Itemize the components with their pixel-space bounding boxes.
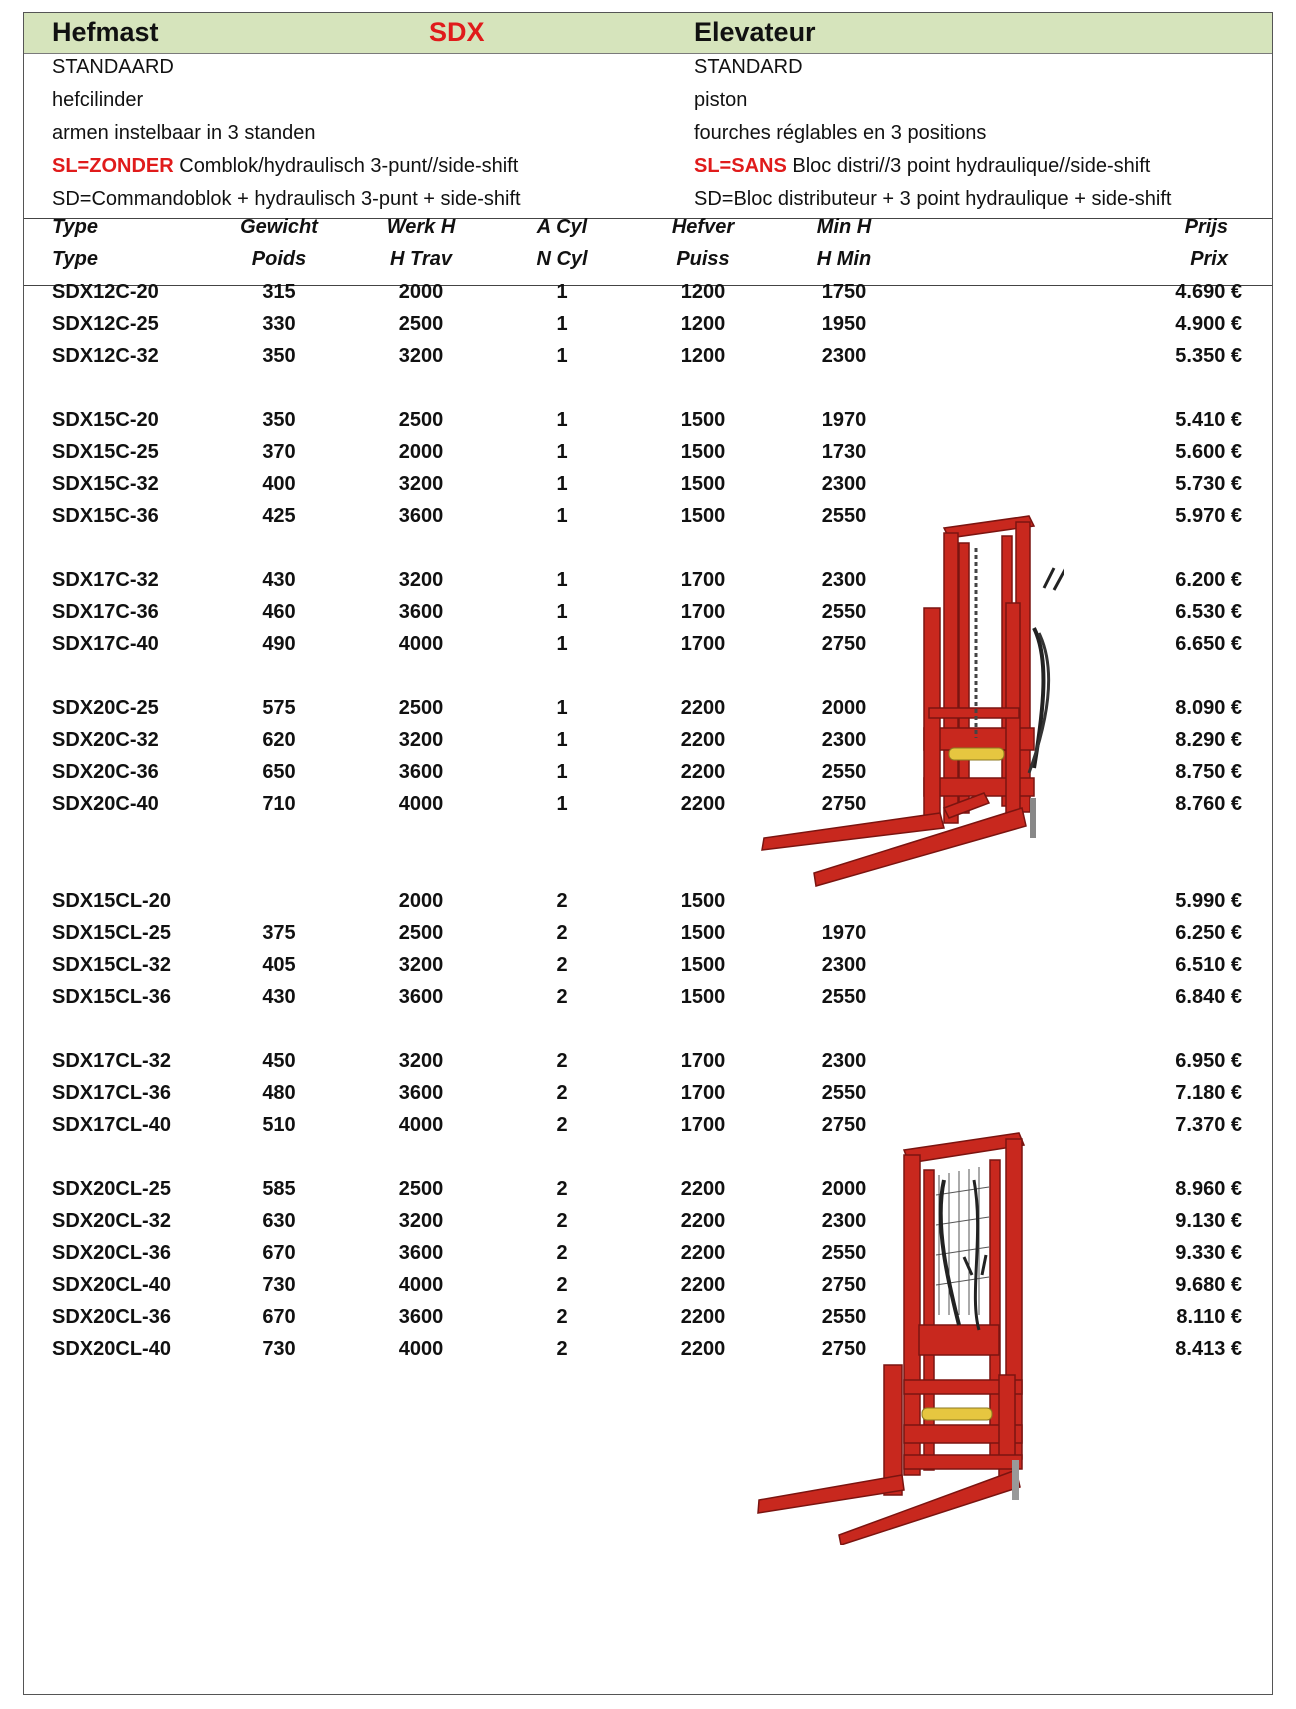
cell-work-h: 3200: [398, 954, 444, 976]
cell-weight: 430: [262, 569, 296, 591]
cell-lift: 1500: [680, 505, 726, 527]
cell-price: 4.900 €: [1175, 313, 1242, 335]
cell-lift: 1700: [680, 1050, 726, 1072]
cell-price: 5.990 €: [1175, 890, 1242, 912]
cell-cyl: 2: [556, 986, 568, 1008]
cell-min-h: 2300: [821, 729, 867, 751]
cell-lift: 2200: [680, 1306, 726, 1328]
forklift-mast-image-1: [744, 508, 1064, 893]
intro-nl-line5: SD=Commandoblok + hydraulisch 3-punt + side-shift: [52, 188, 521, 210]
cell-work-h: 3200: [398, 1210, 444, 1232]
cell-lift: 1500: [680, 890, 726, 912]
forklift-mast-image-2: [744, 1125, 1044, 1545]
cell-work-h: 2500: [398, 697, 444, 719]
cell-type: SDX20CL-40: [52, 1338, 171, 1360]
cell-work-h: 3200: [398, 345, 444, 367]
cell-weight: 430: [262, 986, 296, 1008]
cell-min-h: 2550: [821, 505, 867, 527]
cell-lift: 1700: [680, 633, 726, 655]
intro-fr-line1: STANDARD: [694, 56, 803, 78]
cell-lift: 1700: [680, 1082, 726, 1104]
header-fr-price: Prix: [1190, 248, 1228, 270]
cell-work-h: 3600: [398, 986, 444, 1008]
cell-weight: 490: [262, 633, 296, 655]
cell-weight: 350: [262, 345, 296, 367]
cell-weight: 575: [262, 697, 296, 719]
cell-lift: 2200: [680, 697, 726, 719]
cell-price: 9.680 €: [1175, 1274, 1242, 1296]
header-nl-price: Prijs: [1184, 216, 1228, 238]
cell-work-h: 3200: [398, 473, 444, 495]
price-sheet: [23, 12, 1273, 1695]
intro-nl-line4: [52, 155, 518, 178]
cell-work-h: 2000: [398, 281, 444, 303]
divider-intro: [24, 218, 1272, 219]
cell-cyl: 1: [556, 345, 568, 367]
cell-work-h: 3600: [398, 1082, 444, 1104]
cell-price: 8.090 €: [1175, 697, 1242, 719]
cell-cyl: 1: [556, 441, 568, 463]
cell-price: 8.413 €: [1175, 1338, 1242, 1360]
cell-weight: 670: [262, 1242, 296, 1264]
cell-weight: 650: [262, 761, 296, 783]
cell-type: SDX20CL-36: [52, 1242, 171, 1264]
cell-cyl: 1: [556, 633, 568, 655]
title-left: Hefmast: [52, 17, 159, 47]
cell-cyl: 2: [556, 890, 568, 912]
divider-header: [24, 285, 1272, 286]
cell-cyl: 1: [556, 761, 568, 783]
cell-cyl: 2: [556, 1082, 568, 1104]
cell-type: SDX15C-25: [52, 441, 159, 463]
cell-weight: 350: [262, 409, 296, 431]
cell-work-h: 2500: [398, 1178, 444, 1200]
cell-type: SDX20C-40: [52, 793, 159, 815]
cell-price: 7.180 €: [1175, 1082, 1242, 1104]
cell-price: 5.730 €: [1175, 473, 1242, 495]
cell-type: SDX15CL-32: [52, 954, 171, 976]
header-fr-work-h: H Trav: [390, 248, 452, 270]
cell-price: 8.750 €: [1175, 761, 1242, 783]
cell-min-h: 2300: [821, 954, 867, 976]
cell-cyl: 1: [556, 313, 568, 335]
cell-price: 8.960 €: [1175, 1178, 1242, 1200]
cell-min-h: 1730: [821, 441, 867, 463]
title-center: SDX: [429, 17, 485, 47]
cell-work-h: 3600: [398, 761, 444, 783]
cell-lift: 2200: [680, 1338, 726, 1360]
title-bar: [24, 13, 1272, 54]
header-nl-cyl: A Cyl: [536, 216, 588, 238]
cell-min-h: 2300: [821, 1050, 867, 1072]
cell-work-h: 2500: [398, 409, 444, 431]
cell-weight: 510: [262, 1114, 296, 1136]
cell-price: 6.250 €: [1175, 922, 1242, 944]
cell-min-h: 2550: [821, 1082, 867, 1104]
cell-lift: 2200: [680, 1274, 726, 1296]
cell-cyl: 2: [556, 1210, 568, 1232]
intro-nl-line1: STANDAARD: [52, 56, 174, 78]
header-fr-cyl: N Cyl: [536, 248, 588, 270]
intro-fr-line3: fourches réglables en 3 positions: [694, 122, 987, 144]
intro-fr-line5: SD=Bloc distributeur + 3 point hydraulique + side-shift: [694, 188, 1172, 210]
cell-lift: 1500: [680, 922, 726, 944]
cell-lift: 1700: [680, 1114, 726, 1136]
header-nl-min-h: Min H: [816, 216, 872, 238]
cell-min-h: 2000: [821, 1178, 867, 1200]
cell-lift: 2200: [680, 1242, 726, 1264]
cell-cyl: 2: [556, 1114, 568, 1136]
cell-work-h: 3600: [398, 1242, 444, 1264]
cell-min-h: 2750: [821, 1338, 867, 1360]
intro-fr-sl-text: Bloc distri//3 point hydraulique//side-shift: [786, 155, 1151, 177]
cell-min-h: 1750: [821, 281, 867, 303]
cell-lift: 1500: [680, 986, 726, 1008]
cell-weight: 670: [262, 1306, 296, 1328]
cell-weight: 330: [262, 313, 296, 335]
header-nl-type: Type: [52, 216, 98, 238]
cell-cyl: 1: [556, 281, 568, 303]
cell-type: SDX20C-32: [52, 729, 159, 751]
cell-type: SDX20CL-40: [52, 1274, 171, 1296]
cell-work-h: 3200: [398, 569, 444, 591]
cell-type: SDX17C-36: [52, 601, 159, 623]
header-fr-lift: Puiss: [676, 248, 730, 270]
cell-lift: 1500: [680, 409, 726, 431]
cell-cyl: 1: [556, 473, 568, 495]
cell-cyl: 1: [556, 729, 568, 751]
cell-lift: 1200: [680, 345, 726, 367]
cell-type: SDX12C-20: [52, 281, 159, 303]
cell-weight: 400: [262, 473, 296, 495]
cell-price: 5.970 €: [1175, 505, 1242, 527]
cell-price: 6.200 €: [1175, 569, 1242, 591]
cell-work-h: 2500: [398, 922, 444, 944]
cell-work-h: 4000: [398, 633, 444, 655]
cell-type: SDX12C-32: [52, 345, 159, 367]
cell-price: 9.330 €: [1175, 1242, 1242, 1264]
cell-type: SDX15CL-25: [52, 922, 171, 944]
cell-lift: 1200: [680, 313, 726, 335]
cell-weight: 480: [262, 1082, 296, 1104]
cell-type: SDX20C-25: [52, 697, 159, 719]
cell-type: SDX15CL-36: [52, 986, 171, 1008]
cell-type: SDX20C-36: [52, 761, 159, 783]
cell-type: SDX17CL-32: [52, 1050, 171, 1072]
cell-min-h: 1970: [821, 922, 867, 944]
intro-nl-sl-label: SL=ZONDER: [52, 155, 174, 177]
cell-type: SDX15C-36: [52, 505, 159, 527]
cell-min-h: 2550: [821, 986, 867, 1008]
cell-cyl: 2: [556, 954, 568, 976]
header-nl-weight: Gewicht: [240, 216, 318, 238]
cell-cyl: 1: [556, 697, 568, 719]
cell-min-h: 2750: [821, 793, 867, 815]
cell-price: 7.370 €: [1175, 1114, 1242, 1136]
cell-cyl: 1: [556, 569, 568, 591]
cell-min-h: 2550: [821, 761, 867, 783]
cell-lift: 1200: [680, 281, 726, 303]
cell-lift: 2200: [680, 761, 726, 783]
cell-work-h: 4000: [398, 1274, 444, 1296]
cell-type: SDX12C-25: [52, 313, 159, 335]
cell-type: SDX17CL-40: [52, 1114, 171, 1136]
intro-nl-sl-text: Comblok/hydraulisch 3-punt//side-shift: [173, 155, 519, 177]
intro-fr-line2: piston: [694, 89, 748, 111]
cell-price: 5.410 €: [1175, 409, 1242, 431]
cell-type: SDX17C-40: [52, 633, 159, 655]
cell-min-h: 1970: [821, 409, 867, 431]
cell-type: SDX20CL-25: [52, 1178, 171, 1200]
cell-work-h: 3200: [398, 1050, 444, 1072]
cell-price: 8.110 €: [1176, 1306, 1242, 1328]
cell-work-h: 2000: [398, 890, 444, 912]
cell-cyl: 2: [556, 1050, 568, 1072]
cell-weight: 710: [262, 793, 296, 815]
cell-cyl: 2: [556, 922, 568, 944]
intro-nl-line3: armen instelbaar in 3 standen: [52, 122, 316, 144]
cell-lift: 1700: [680, 569, 726, 591]
cell-cyl: 2: [556, 1306, 568, 1328]
cell-work-h: 2000: [398, 441, 444, 463]
cell-min-h: 2550: [821, 601, 867, 623]
cell-price: 6.840 €: [1175, 986, 1242, 1008]
cell-min-h: 2750: [821, 633, 867, 655]
cell-price: 8.290 €: [1175, 729, 1242, 751]
cell-price: 5.600 €: [1175, 441, 1242, 463]
cell-lift: 2200: [680, 1210, 726, 1232]
cell-type: SDX17C-32: [52, 569, 159, 591]
cell-weight: 315: [262, 281, 296, 303]
cell-weight: 630: [262, 1210, 296, 1232]
cell-price: 6.530 €: [1175, 601, 1242, 623]
cell-weight: 370: [262, 441, 296, 463]
title-right: Elevateur: [694, 17, 816, 47]
cell-cyl: 2: [556, 1178, 568, 1200]
cell-weight: 425: [262, 505, 296, 527]
cell-lift: 2200: [680, 1178, 726, 1200]
cell-lift: 1500: [680, 441, 726, 463]
cell-work-h: 2500: [398, 313, 444, 335]
cell-min-h: 2300: [821, 569, 867, 591]
cell-cyl: 2: [556, 1242, 568, 1264]
cell-price: 9.130 €: [1175, 1210, 1242, 1232]
cell-lift: 2200: [680, 793, 726, 815]
cell-type: SDX15C-20: [52, 409, 159, 431]
cell-weight: 730: [262, 1338, 296, 1360]
cell-weight: 460: [262, 601, 296, 623]
header-nl-lift: Hefver: [671, 216, 735, 238]
cell-work-h: 3600: [398, 601, 444, 623]
cell-work-h: 4000: [398, 1114, 444, 1136]
cell-price: 6.950 €: [1175, 1050, 1242, 1072]
cell-type: SDX15C-32: [52, 473, 159, 495]
cell-min-h: 2750: [821, 1274, 867, 1296]
cell-work-h: 4000: [398, 1338, 444, 1360]
cell-price: 8.760 €: [1175, 793, 1242, 815]
header-nl-work-h: Werk H: [386, 216, 456, 238]
intro-nl-line2: hefcilinder: [52, 89, 144, 111]
cell-price: 4.690 €: [1175, 281, 1242, 303]
cell-type: SDX15CL-20: [52, 890, 171, 912]
cell-cyl: 2: [556, 1274, 568, 1296]
cell-cyl: 1: [556, 601, 568, 623]
cell-lift: 2200: [680, 729, 726, 751]
cell-price: 5.350 €: [1175, 345, 1242, 367]
cell-weight: 405: [262, 954, 296, 976]
cell-min-h: 2550: [821, 1306, 867, 1328]
cell-weight: 450: [262, 1050, 296, 1072]
cell-weight: 620: [262, 729, 296, 751]
cell-min-h: 2300: [821, 473, 867, 495]
cell-price: 6.650 €: [1175, 633, 1242, 655]
cell-min-h: 2000: [821, 697, 867, 719]
cell-price: 6.510 €: [1175, 954, 1242, 976]
cell-lift: 1700: [680, 601, 726, 623]
cell-cyl: 2: [556, 1338, 568, 1360]
cell-work-h: 3600: [398, 505, 444, 527]
cell-min-h: 1950: [821, 313, 867, 335]
cell-work-h: 3600: [398, 1306, 444, 1328]
cell-min-h: 2300: [821, 345, 867, 367]
cell-weight: 730: [262, 1274, 296, 1296]
cell-cyl: 1: [556, 505, 568, 527]
cell-weight: 375: [262, 922, 296, 944]
cell-type: SDX20CL-36: [52, 1306, 171, 1328]
cell-lift: 1500: [680, 954, 726, 976]
cell-min-h: 2300: [821, 1210, 867, 1232]
header-fr-min-h: H Min: [816, 248, 872, 270]
cell-type: SDX20CL-32: [52, 1210, 171, 1232]
cell-type: SDX17CL-36: [52, 1082, 171, 1104]
intro-fr-line4: [694, 155, 1150, 178]
header-fr-weight: Poids: [251, 248, 307, 270]
cell-work-h: 4000: [398, 793, 444, 815]
cell-lift: 1500: [680, 473, 726, 495]
cell-min-h: 2550: [821, 1242, 867, 1264]
cell-work-h: 3200: [398, 729, 444, 751]
header-fr-type: Type: [52, 248, 98, 270]
cell-cyl: 1: [556, 409, 568, 431]
cell-cyl: 1: [556, 793, 568, 815]
cell-min-h: 2750: [821, 1114, 867, 1136]
cell-weight: 585: [262, 1178, 296, 1200]
intro-fr-sl-label: SL=SANS: [694, 155, 787, 177]
